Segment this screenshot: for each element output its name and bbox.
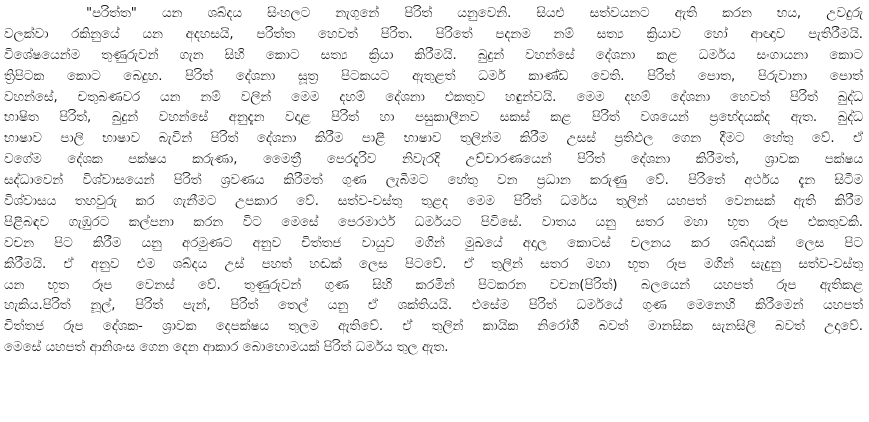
text-line: මෙසේ යහපත් ආනිශංස ගෙන දෙන ආකාර බොහොමයක් පිරිත් ධර්මය තුල ඇත. [4, 340, 449, 356]
text-line: වගේම දේශක පක්ෂය කරුණා, මෛත්‍රී පෙරදැරිව නිවැරදි උච්චාරණයෙන් පිරිත් දේශනා කිරීමත්, ශ්‍රාවක පක්ෂය [4, 152, 863, 168]
text-line: භාෂාව පාලි භාෂාව බැවින් පිරිත් දේශනා කිරීම පාළි භාෂාව තුලින්ම කිරීම උසස් ප්‍රතිඵල ගෙන දීමට හේතු වේ. ඒ [4, 131, 863, 147]
text-line: පිළිබඳව ගැඹුරට කල්පනා කරන විට මෙසේ පෙරමාර්ථ ධර්මයට පිවිසේ. වාතය යනු සතර මහා භූත රූප එකතුවකි. [4, 214, 863, 230]
text-line: කිරීමයි. ඒ අනුව එම ශබ්දය උස් පහත් හඬක් ලෙස පිටවේ. ඒ තුලින් සතර මහා භූත රූප මගින් සැදුනු සත්ව-වස්තු [4, 256, 863, 272]
text-line: සද්ධාවෙන් විශ්වාසයෙන් පිරිත් ශ්‍රවණය කිරීමත් ගුණ ලැබීමට හේතු වන ප්‍රධාන කරුණු වේ. පිරිතේ අර්ථය දැන සිටීම [4, 173, 863, 189]
text-line: චිත්තජ රූප දේශක- ශ්‍රාවක දෙපක්ෂය තුලම ඇතිවේ. ඒ තුලින් කායික නිරෝගී බවත් මානසික සැනසිලි බවත් උදාවේ. [4, 319, 863, 335]
text-line: හැකිය.පිරිත් නූල්, පිරිත් පැන්, පිරිත් තෙල් යනු ඒ ශක්තියයි. එසේම පිරිත් ධර්මයේ ගුණ මෙනෙහි කිරීමෙන් යහපත් [4, 298, 863, 314]
text-line: වහන්සේ, චතුබණවර යන නම් වලින් මෙම දහම් දේශනා එකතුව හඳුන්වයි. මෙම දහම් දේශනා හෙවත් පිරිත් බුද්ධ [4, 89, 863, 105]
text-line: වචන පිට කිරීම යනු අරමුණට අනුව චිත්තජ වායුව මගින් මුඛයේ අදාල කොටස් චලනය කර ශබ්දයක් ලෙස පිට [4, 235, 863, 251]
body-paragraph [4, 4, 863, 359]
text-line: වලක්වා රකිනුයේ යන අදහසයි, පරිත්ත හෙවත් පිරිත. පිරිතේ පදනම නම් සත්‍ය ක්‍රියාව හෝ ආඥාව පැතිරීමයි. [4, 26, 863, 42]
text-line: විශ්වාසය තහවුරු කර ගැනීමට උපකාර වේ. සත්ව-වස්තු තුළද මෙම පිරිත් ධර්මය තුලින් යහපත් වෙනසක් ඇති කිරීම [4, 194, 863, 210]
text-line: යන භූත රූප වෙනස් වේ. තුණුරුවන් ගුණ සිහි කරමින් පිටකරන වචන(පිරිත්) බලයෙන් යහපත් රූප ඇතිකළ [4, 277, 863, 293]
text-line: ත්‍රිපිටක කොට බෙදුහ. පිරිත් දේශනා සූත්‍ර පිටකයට ඇතුළත් ධර්ම කාණ්ඩ වෙති. පිරිත් පොත, පිරුවානා පොත් [4, 68, 863, 84]
text-line: "පරිත්ත" යන ශබ්දය සිංහලට නැගුනේ පිරිත් යනුවෙනි. සියළු සත්වයනට ඇති කරන භය, උවදුරු [86, 6, 863, 21]
text-line: භාෂිත පිරිත්, බුදුන් වහන්සේ අනුදැන වදාළ පිරිත් හා පසුකාලීනව සකස් කළ පිරිත් වශයෙන් ප්‍රභේදයක්ද ඇත. බුද්ධ [4, 110, 863, 126]
text-line: විශේෂයෙන්ම තුණුරුවන් ගැන සිහි කොට සත්‍ය ක්‍රියා කිරීමයි. බුදුන් වහන්සේ දේශනා කළ ධර්මය සංගායනා කොට [4, 47, 863, 63]
